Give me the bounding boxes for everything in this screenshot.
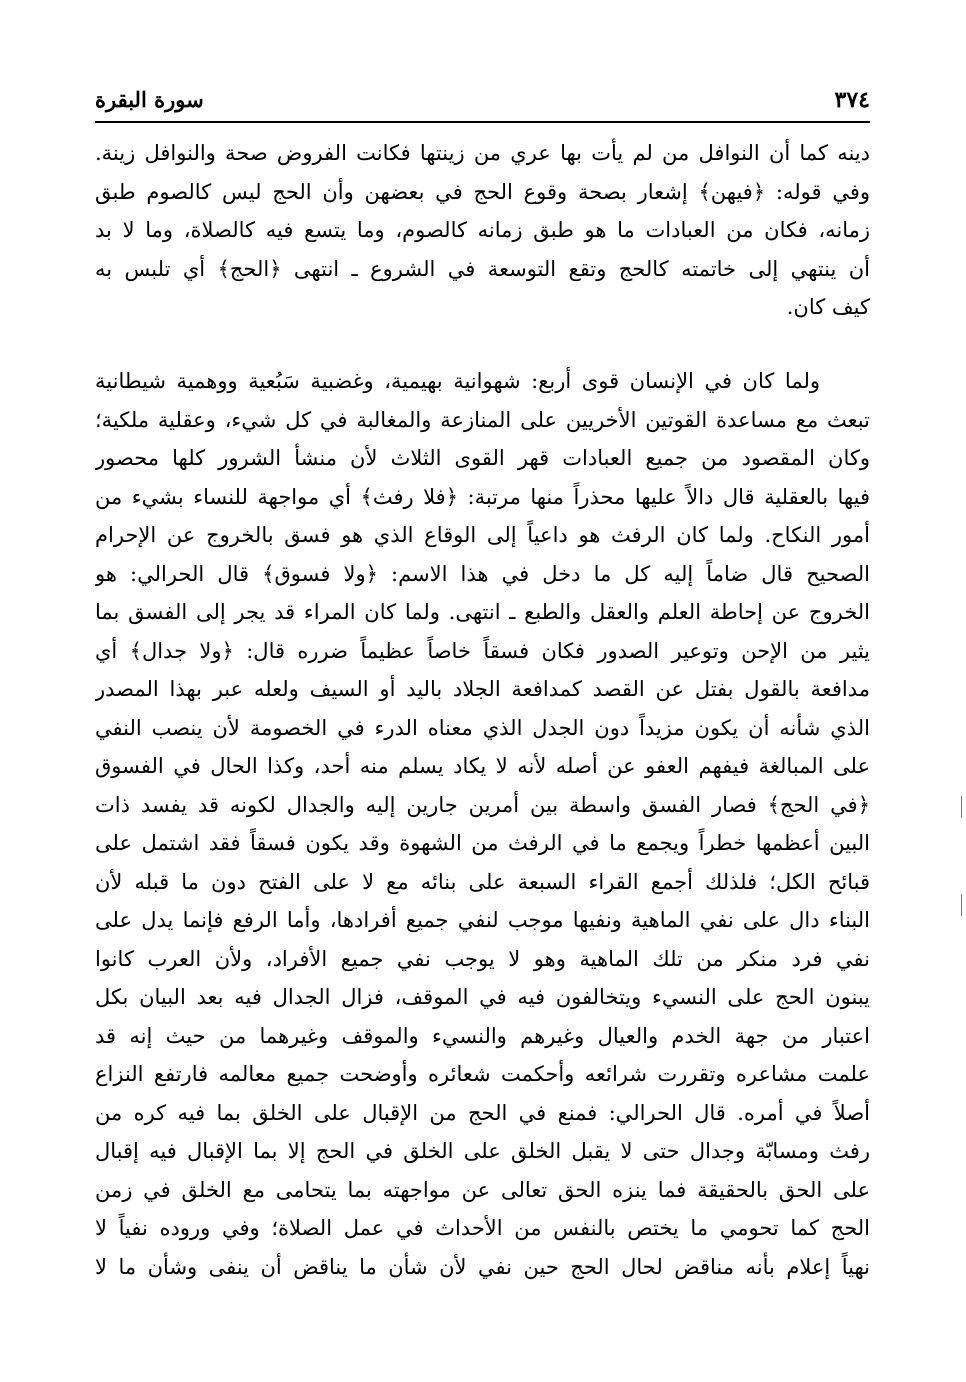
header-divider: [95, 121, 870, 123]
text-line: على المبالغة فيفهم العفو عن أصله لأنه لا يكاد يسلم منه أحد، وكذا الحال في الفسوق: [95, 754, 870, 778]
text-line: على الحق بالحقيقة فما ينزه الحق تعالى عن مواجهته بما يتحامى مع الخلق في زمن: [95, 1177, 870, 1202]
text-line: البناء دال على نفي الماهية ونفيها موجب لنفي جميع أفرادها، وأما الرفع فإنما يدل على: [95, 908, 870, 932]
text-line: الذي شأنه أن يكون مزيداً دون الجدل الذي معناه الدرء في الخصومة لأن ينصب النفي: [95, 715, 870, 740]
surah-title: سورة البقرة: [95, 87, 204, 112]
running-header: [95, 86, 870, 118]
paragraph-1: [95, 134, 870, 327]
text-line: اعتبار من جهة الخدم والعيال وغيرهم والنسيء والموقف وغيرهما من حيث إنه قد: [95, 1023, 870, 1048]
text-line: ﴿في الحج﴾ فصار الفسق واسطة بين أمرين جارين إليه والجدال لكونه قد يفسد ذات: [95, 792, 870, 817]
text-line: نهياً إعلام بأنه مناقض لحال الحج حين نفي لأن شأن ما يناقض أن ينفى وشأن ما لا: [95, 1254, 870, 1279]
text-line: كيف كان.: [786, 295, 870, 319]
text-line: وكان المقصود من جميع العبادات قهر القوى الثلاث لأن منشأ الشرور كلها محصور: [95, 446, 870, 470]
text-line: الخروج عن إحاطة العلم والعقل والطبع ـ انتهى. ولما كان المراء قد يجر إلى الفسق بما: [95, 600, 870, 624]
page-number: ٣٧٤: [834, 87, 870, 113]
scan-margin-mark: [961, 796, 962, 818]
text-line: نفي فرد منكر من تلك الماهية وهو لا يوجب نفي جميع الأفراد، ولأن العرب كانوا: [95, 946, 870, 971]
text-line: يبنون الحج على النسيء ويتخالفون فيه في الموقف، فزال الجدال فيه بعد البيان بكل: [95, 985, 870, 1009]
text-line: رفث ومسابّة وجدال حتى لا يقبل الخلق على الخلق في الحج إلا بما الإقبال فيه إقبال: [95, 1139, 870, 1163]
text-line: البين أعظمها خطراً ويجمع ما في الرفث من الشهوة وقد يكون فسقاً فقد اشتمل على: [95, 831, 870, 855]
text-line: وفي قوله: ﴿فيهن﴾ إشعار بصحة وقوع الحج في بعضهن وأن الحج ليس كالصوم طبق: [95, 179, 870, 204]
text-line: أمور النكاح. ولما كان الرفث هو داعياً إلى الوقاع الذي هو فسق بالخروج عن الإحرام: [95, 523, 870, 547]
text-line: علمت مشاعره وتقررت شرائعه وأحكمت شعائره وأوضحت جميع معالمه فارتفع النزاع: [95, 1062, 870, 1086]
text-line: الحج كما تحومي ما يختص بالنفس من الأحداث في عمل الصلاة؛ وفي وروده نفياً لا: [95, 1216, 870, 1240]
text-line: ولما كان في الإنسان قوى أربع: شهوانية بهيمية، وغضبية سَبُعية ووهمية شيطانية: [95, 369, 820, 393]
text-line: أن ينتهي إلى خاتمته كالحج وتقع التوسعة في الشروع ـ انتهى ﴿الحج﴾ أي تلبس به: [95, 256, 870, 281]
text-line: تبعث مع مساعدة القوتين الأخريين على المنازعة والمغالبة في كل شيء، وعقلية ملكية؛: [95, 407, 870, 432]
text-line: دينه كما أن النوافل من لم يأت بها عري من زينتها فكانت الفروض صحة والنوافل زينة.: [95, 141, 870, 165]
text-line: قبائح الكل؛ فلذلك أجمع القراء السبعة على بنائه مع لا على الفتح دون ما قبله لأن: [95, 869, 870, 894]
scan-margin-mark: [961, 894, 962, 916]
text-line: زمانه، فكان من العبادات ما هو طبق زمانه كالصوم، وما يتسع فيه كالصلاة، وما لا بد: [95, 218, 870, 242]
text-line: أصلاً في أمره. قال الحرالي: فمنع في الحج من الإقبال على الخلق بما فيه كره من: [95, 1100, 870, 1125]
text-line: الصحيح قال ضاماً إليه كل ما دخل في هذا الاسم: ﴿ولا فسوق﴾ قال الحرالي: هو: [95, 561, 870, 586]
paragraph-2: [95, 362, 870, 1286]
text-line: فيها بالعقلية قال دالاً عليها محذراً منها مرتبة: ﴿فلا رفث﴾ أي مواجهة للنساء بشيء من: [95, 484, 870, 509]
text-line: يثير من الإحن وتوعير الصدور فكان فسقاً خاصاً عظيماً ضرره قال: ﴿ولا جدال﴾ أي: [95, 638, 870, 663]
text-line: مدافعة بالقول بفتل عن القصد كمدافعة الجلاد باليد أو السيف ولعله عبر بهذا المصدر: [95, 677, 870, 701]
